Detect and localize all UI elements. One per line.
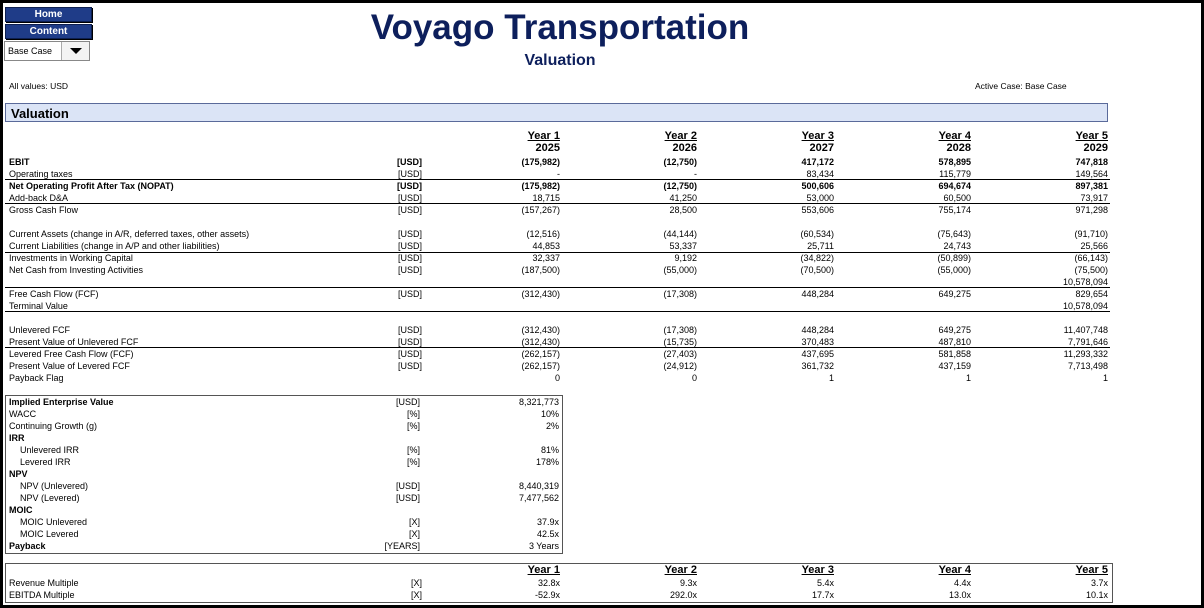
summary-unit: [%] [406, 445, 420, 455]
row-unit: [USD] [397, 157, 422, 167]
year-label-1: Year 1 [527, 130, 560, 142]
row-value: 897,381 [1075, 181, 1108, 191]
multiple-value: 3.7x [1090, 578, 1108, 588]
multiple-value: 9.3x [679, 578, 697, 588]
row-label: Current Assets (change in A/R, deferred taxes, other assets) [9, 229, 250, 239]
row-value: 24,743 [943, 241, 971, 251]
summary-unit: [USD] [395, 397, 420, 407]
row-unit: [USD] [397, 205, 422, 215]
row-value: (60,534) [800, 229, 834, 239]
row-value: 7,791,646 [1067, 337, 1108, 347]
row-label: Investments in Working Capital [9, 253, 133, 263]
row-unit: [USD] [397, 325, 422, 335]
summary-value: 3 Years [528, 541, 559, 551]
row-value: 25,566 [1080, 241, 1108, 251]
row-value: 361,732 [801, 361, 834, 371]
year-label-4: Year 4 [938, 130, 971, 142]
row-value: 553,606 [801, 205, 834, 215]
row-value: 0 [554, 373, 560, 383]
row-value: 0 [691, 373, 697, 383]
row-value: 370,483 [801, 337, 834, 347]
summary-unit: [%] [406, 421, 420, 431]
multiple-value: -52.9x [534, 590, 560, 600]
row-value: (17,308) [663, 289, 697, 299]
row-value: 437,159 [938, 361, 971, 371]
row-value: 25,711 [807, 241, 834, 251]
row-value: (312,430) [521, 325, 560, 335]
summary-label: NPV [9, 469, 28, 479]
active-case-note: Active Case: Base Case [975, 81, 1067, 91]
row-label: Operating taxes [9, 169, 73, 179]
row-value: (75,500) [1074, 265, 1108, 275]
summary-unit: [X] [408, 517, 420, 527]
row-unit: [USD] [397, 229, 422, 239]
summary-value: 81% [540, 445, 559, 455]
row-value: (91,710) [1074, 229, 1108, 239]
all-values-note: All values: USD [9, 81, 69, 91]
row-value: (66,143) [1074, 253, 1108, 263]
row-value: 417,172 [801, 157, 834, 167]
multiple-label: Revenue Multiple [9, 578, 79, 588]
row-value: 115,779 [939, 169, 971, 179]
year-4: 2028 [946, 142, 971, 154]
summary-unit: [X] [408, 529, 420, 539]
page-title: Voyago Transportation [370, 8, 750, 47]
row-value: (50,899) [937, 253, 971, 263]
row-label: Current Liabilities (change in A/P and other liabilities) [9, 241, 220, 251]
row-value: 448,284 [801, 289, 834, 299]
row-label: Present Value of Levered FCF [9, 361, 130, 371]
row-value: (12,750) [663, 157, 697, 167]
row-value: 41,250 [669, 193, 697, 203]
summary-value: 42.5x [536, 529, 559, 539]
row-value: 53,000 [806, 193, 834, 203]
row-value: (27,403) [663, 349, 697, 359]
summary-unit: [YEARS] [384, 541, 420, 551]
row-value: (262,157) [521, 349, 560, 359]
divider [5, 179, 1110, 180]
row-value: - [557, 169, 560, 179]
row-value: 437,695 [801, 349, 834, 359]
row-value: (312,430) [521, 289, 560, 299]
multiple-label: EBITDA Multiple [9, 590, 75, 600]
row-value: 649,275 [938, 325, 971, 335]
summary-label: Levered IRR [20, 457, 71, 467]
multiple-year-label-2: Year 2 [664, 564, 697, 576]
case-dropdown-value: Base Case [8, 46, 53, 56]
multiple-year-label-3: Year 3 [801, 564, 834, 576]
summary-value: 8,440,319 [518, 481, 559, 491]
summary-label: NPV (Levered) [20, 493, 80, 503]
row-unit: [USD] [397, 169, 422, 179]
row-value: 747,818 [1075, 157, 1108, 167]
row-unit: [USD] [397, 181, 422, 191]
row-value: (12,750) [663, 181, 697, 191]
multiple-value: 4.4x [953, 578, 971, 588]
row-value: 1 [965, 373, 971, 383]
row-value: 149,564 [1075, 169, 1108, 179]
row-value: (75,643) [937, 229, 971, 239]
summary-value: 178% [535, 457, 559, 467]
row-value: 649,275 [938, 289, 971, 299]
multiple-value: 5.4x [816, 578, 834, 588]
multiple-year-label-5: Year 5 [1075, 564, 1108, 576]
summary-unit: [%] [406, 409, 420, 419]
divider [5, 311, 1110, 312]
summary-label: MOIC Unlevered [20, 517, 88, 527]
multiple-unit: [X] [410, 590, 422, 600]
row-value: 44,853 [532, 241, 560, 251]
summary-label: Payback [9, 541, 46, 551]
row-value: 971,298 [1075, 205, 1108, 215]
row-value: 11,293,332 [1063, 349, 1108, 359]
row-value: (55,000) [663, 265, 697, 275]
multiple-value: 17.7x [811, 590, 834, 600]
row-label: Net Operating Profit After Tax (NOPAT) [9, 181, 174, 191]
summary-label: WACC [9, 409, 37, 419]
multiple-value: 32.8x [537, 578, 560, 588]
year-label-3: Year 3 [801, 130, 834, 142]
row-unit: [USD] [397, 337, 422, 347]
multiple-year-label-1: Year 1 [527, 564, 560, 576]
multiple-value: 292.0x [669, 590, 697, 600]
row-value: (24,912) [663, 361, 697, 371]
row-value: 755,174 [938, 205, 971, 215]
row-value: (44,144) [663, 229, 697, 239]
content-button[interactable]: Content [5, 24, 92, 39]
row-value: (187,500) [521, 265, 560, 275]
row-value: (157,267) [521, 205, 560, 215]
row-value: 1 [1102, 373, 1108, 383]
row-value: (15,735) [663, 337, 697, 347]
row-unit: [USD] [397, 265, 422, 275]
row-value: 32,337 [532, 253, 560, 263]
multiple-unit: [X] [410, 578, 422, 588]
summary-unit: [%] [406, 457, 420, 467]
summary-unit: [USD] [395, 481, 420, 491]
summary-label: MOIC [9, 505, 33, 515]
row-value: 1 [828, 373, 834, 383]
row-value: (312,430) [521, 337, 560, 347]
row-label: Add-back D&A [9, 193, 69, 203]
year-label-2: Year 2 [664, 130, 697, 142]
row-value: 500,606 [801, 181, 834, 191]
row-value: 581,858 [938, 349, 971, 359]
divider [5, 252, 1110, 253]
year-1: 2025 [535, 142, 560, 154]
multiple-year-label-4: Year 4 [938, 564, 971, 576]
row-label: Net Cash from Investing Activities [9, 265, 144, 275]
summary-label: Continuing Growth (g) [9, 421, 98, 431]
row-label: Free Cash Flow (FCF) [9, 289, 99, 299]
row-value: (55,000) [937, 265, 971, 275]
row-value: 60,500 [943, 193, 971, 203]
divider [5, 287, 1110, 288]
page-subtitle: Valuation [524, 52, 596, 69]
summary-label: MOIC Levered [20, 529, 79, 539]
row-label: Unlevered FCF [9, 325, 71, 335]
row-label: Payback Flag [9, 373, 64, 383]
row-value: 487,810 [938, 337, 971, 347]
row-value: (175,982) [521, 157, 560, 167]
row-value: 83,434 [806, 169, 834, 179]
row-value: (262,157) [521, 361, 560, 371]
row-unit: [USD] [397, 361, 422, 371]
row-value: (70,500) [800, 265, 834, 275]
summary-label: IRR [9, 433, 25, 443]
row-value: 53,337 [669, 241, 697, 251]
divider [5, 347, 1110, 348]
summary-value: 2% [545, 421, 559, 431]
multiple-value: 13.0x [948, 590, 971, 600]
row-value: 18,715 [532, 193, 560, 203]
row-value: 28,500 [669, 205, 697, 215]
row-value: (34,822) [800, 253, 834, 263]
row-value: 448,284 [801, 325, 834, 335]
section-header: Valuation [5, 103, 1108, 122]
multiple-value: 10.1x [1085, 590, 1108, 600]
row-unit: [USD] [397, 253, 422, 263]
summary-label: NPV (Unlevered) [20, 481, 89, 491]
row-label: Present Value of Unlevered FCF [9, 337, 139, 347]
row-value: 829,654 [1075, 289, 1108, 299]
row-unit: [USD] [397, 349, 422, 359]
row-label: EBIT [9, 157, 30, 167]
summary-unit: [USD] [395, 493, 420, 503]
row-value: (175,982) [521, 181, 560, 191]
row-value: (17,308) [663, 325, 697, 335]
row-value: 10,578,094 [1062, 301, 1108, 311]
row-value: (12,516) [526, 229, 560, 239]
row-value: 578,895 [938, 157, 971, 167]
row-value: 10,578,094 [1062, 277, 1108, 287]
divider [5, 203, 1110, 204]
summary-value: 7,477,562 [518, 493, 559, 503]
row-unit: [USD] [397, 289, 422, 299]
row-unit: [USD] [397, 241, 422, 251]
row-value: 7,713,498 [1067, 361, 1108, 371]
summary-value: 10% [540, 409, 559, 419]
row-label: Gross Cash Flow [9, 205, 79, 215]
row-value: 694,674 [938, 181, 971, 191]
row-value: 11,407,748 [1063, 325, 1108, 335]
row-label: Terminal Value [9, 301, 68, 311]
row-label: Levered Free Cash Flow (FCF) [9, 349, 134, 359]
row-unit: [USD] [397, 193, 422, 203]
summary-label: Unlevered IRR [20, 445, 80, 455]
summary-value: 37.9x [536, 517, 559, 527]
year-5: 2029 [1083, 142, 1108, 154]
row-value: - [694, 169, 697, 179]
year-label-5: Year 5 [1075, 130, 1108, 142]
year-2: 2026 [672, 142, 697, 154]
row-value: 9,192 [674, 253, 697, 263]
home-button[interactable]: Home [5, 7, 92, 22]
summary-label: Implied Enterprise Value [9, 397, 114, 407]
row-value: 73,917 [1080, 193, 1108, 203]
year-3: 2027 [809, 142, 834, 154]
summary-value: 8,321,773 [518, 397, 559, 407]
